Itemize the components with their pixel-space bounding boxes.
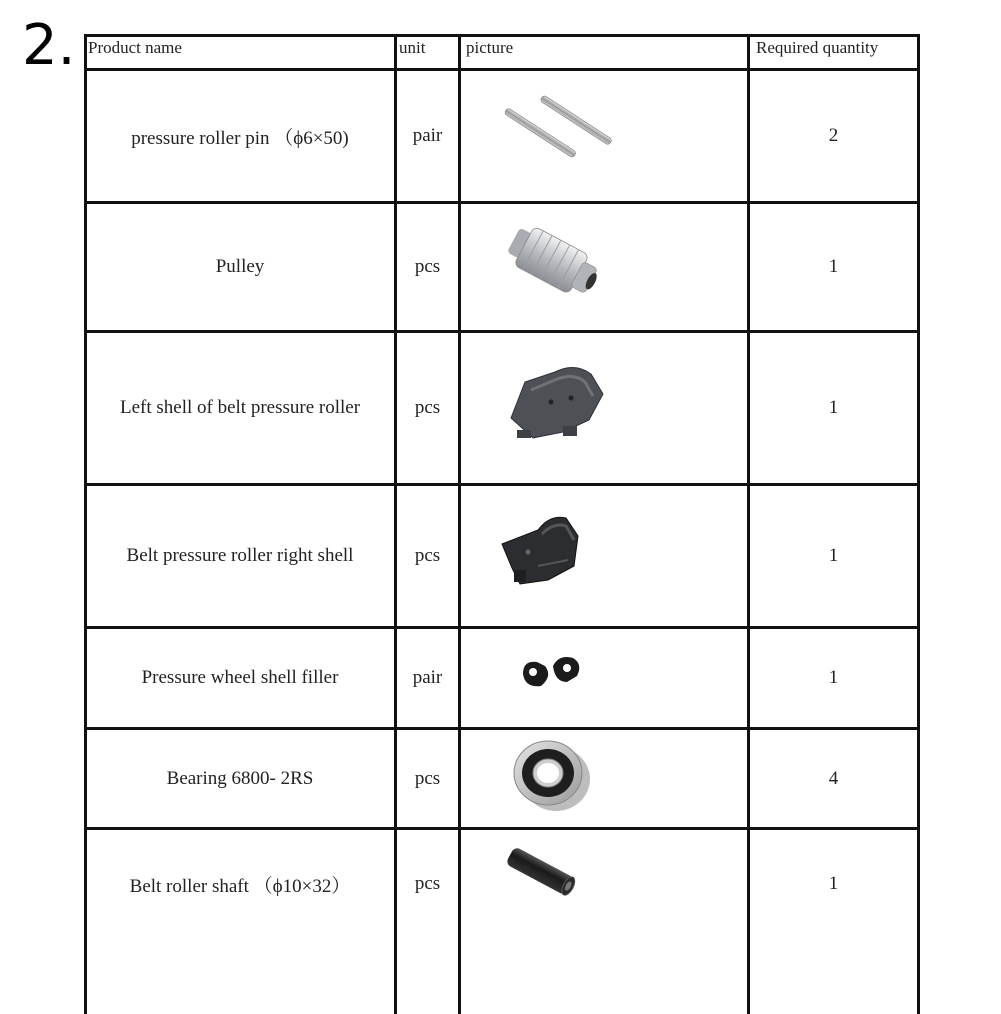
pressure-roller-pins-image [495, 95, 620, 165]
unit-cell: pair [412, 125, 443, 146]
header-required-quantity: Required quantity [756, 38, 879, 57]
unit-cell: pcs [414, 873, 441, 894]
product-name-cell: Left shell of belt pressure roller [119, 397, 361, 418]
quantity-cell: 1 [828, 545, 839, 566]
quantity-cell: 1 [828, 873, 839, 894]
section-number: 2. [22, 13, 76, 78]
right-shell-image [498, 510, 588, 590]
unit-cell: pcs [414, 397, 441, 418]
product-name-cell: Pressure wheel shell filler [141, 667, 339, 688]
bearing-image [508, 735, 592, 813]
quantity-cell: 1 [828, 256, 839, 277]
quantity-cell: 2 [828, 125, 839, 146]
roller-shaft-image [500, 843, 582, 901]
header-picture: picture [466, 38, 514, 57]
product-name-cell: Belt pressure roller right shell [126, 545, 354, 566]
product-name-cell: Belt roller shaft （ϕ10×32） [129, 875, 351, 897]
quantity-cell: 1 [828, 667, 839, 688]
shell-filler-image [515, 652, 590, 697]
header-product-name: Product name [88, 38, 182, 57]
product-name-cell: Bearing 6800- 2RS [166, 767, 314, 789]
quantity-cell: 1 [828, 397, 839, 418]
header-unit: unit [399, 38, 426, 57]
unit-cell: pcs [414, 545, 441, 566]
product-name-cell: pressure roller pin （ϕ6×50) [131, 127, 349, 149]
column-divider [458, 34, 461, 1014]
unit-cell: pair [412, 667, 443, 688]
pulley-image [500, 222, 610, 302]
product-name-cell: Pulley [215, 256, 265, 277]
unit-cell: pcs [414, 767, 441, 789]
unit-cell: pcs [414, 256, 441, 277]
quantity-cell: 4 [828, 767, 839, 789]
left-shell-image [503, 360, 608, 450]
